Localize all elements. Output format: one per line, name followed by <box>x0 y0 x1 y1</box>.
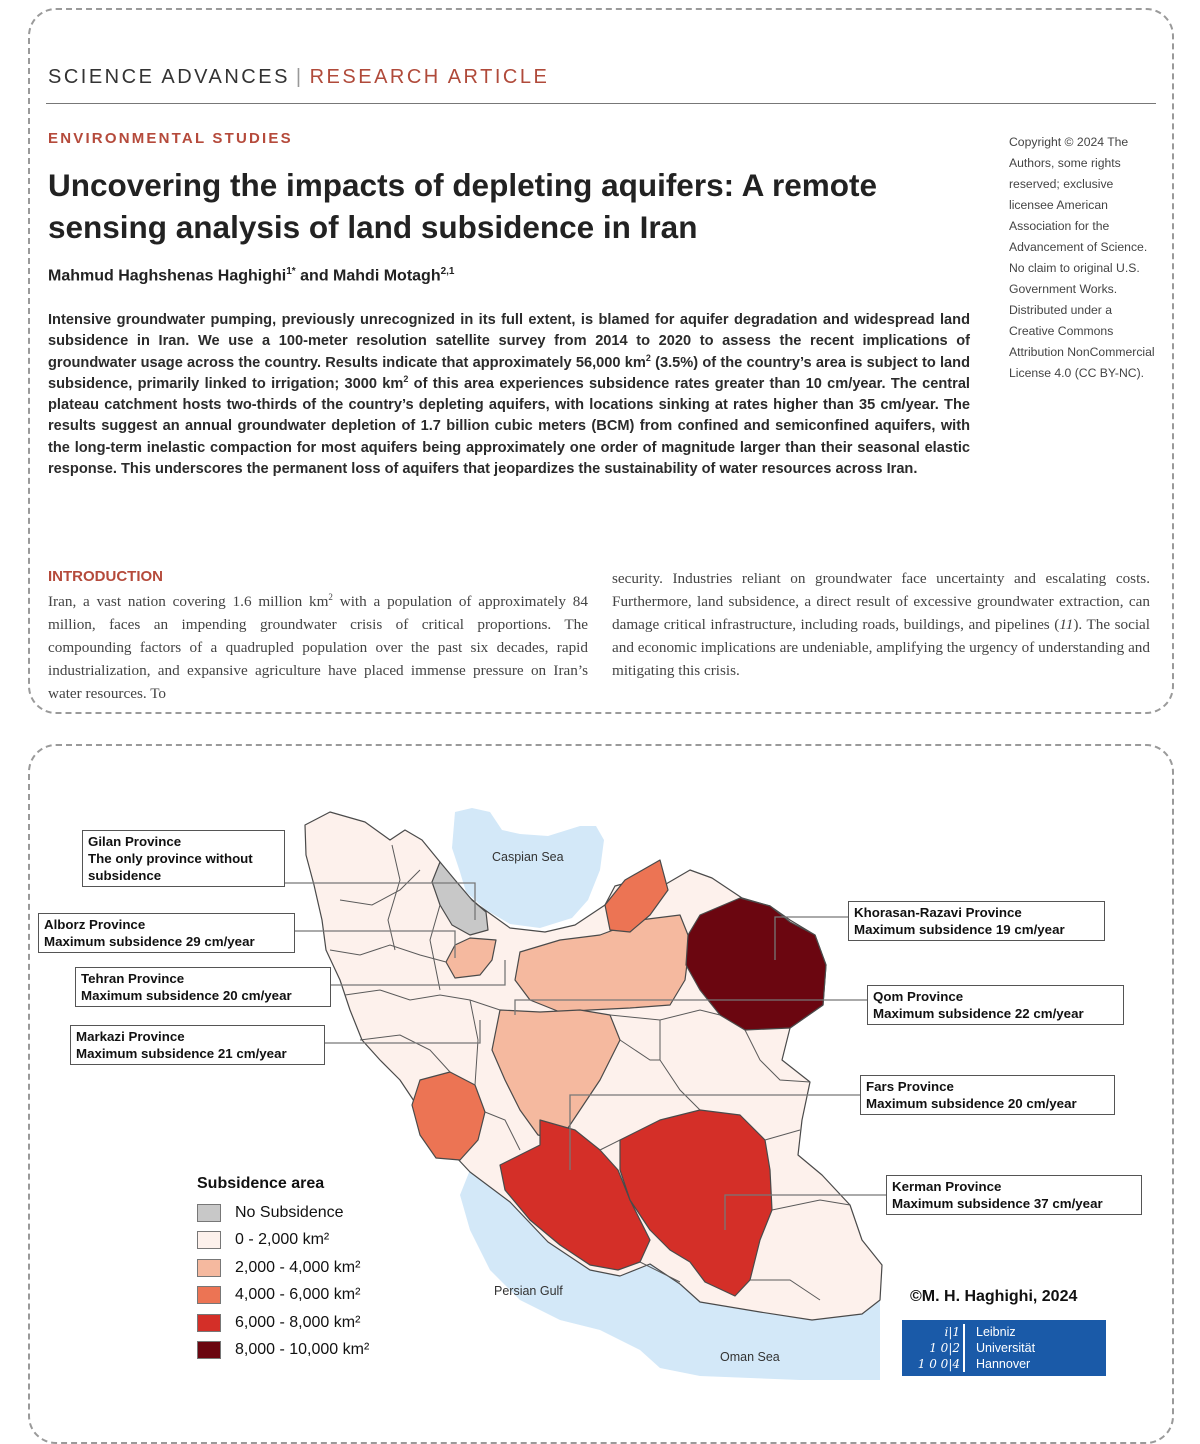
map-legend <box>197 1175 369 1364</box>
article-title: Uncovering the impacts of depleting aquifers: A remote sensing analysis of land subsidence in Iran <box>48 167 878 245</box>
legend-label: 2,000 - 4,000 km² <box>235 1258 361 1276</box>
intro-left-text-2: with a population of approximately 84 million, faces an impending groundwater crisis of critical proportions. The compounding factors of a quadrupled population over the past six decades, rapid industrialization, and expansive agriculture have placed immense pressure on Iran’s water resources. To <box>48 593 588 702</box>
legend-item <box>197 1254 369 1282</box>
logo-text-line-1: Leibniz <box>976 1325 1016 1339</box>
logo-mark <box>908 1324 960 1372</box>
callout-qom-title: Qom Province <box>873 989 964 1004</box>
callout-tehran <box>75 967 331 1007</box>
callout-tehran-text: Maximum subsidence 20 cm/year <box>81 988 292 1003</box>
legend-title: Subsidence area <box>197 1175 325 1192</box>
legend-item <box>197 1337 369 1365</box>
callout-alborz-text: Maximum subsidence 29 cm/year <box>44 934 255 949</box>
callout-qom-text: Maximum subsidence 22 cm/year <box>873 1006 1084 1021</box>
callout-qom <box>867 985 1124 1025</box>
legend-item <box>197 1227 369 1255</box>
callout-markazi-title: Markazi Province <box>76 1029 185 1044</box>
legend-label: 0 - 2,000 km² <box>235 1231 330 1249</box>
intro-right-text-2: ). The social and economic implications are undeniable, amplifying the urgency of understanding and mitigating this crisis. <box>612 616 1150 679</box>
abstract-text-3: of this area experiences subsidence rates greater than 10 cm/year. The central plateau catchment hosts two-thirds of the country’s depleting aquifers, with locations sinking at rates higher than 35 cm/year. The results suggest an annual groundwater depletion of 1.7 billion cubic meters (BCM) from confined and semiconfined aquifers, with the long-term inelastic compaction for most aquifers being approximately one order of magnitude larger than their seasonal elastic response. This underscores the permanent loss of aquifers that jeopardizes the sustainability of water resources across Iran. <box>48 375 970 478</box>
intro-right-text-1: security. Industries reliant on groundwater face uncertainty and escalating costs. Furthermore, land subsidence, a direct result of excessive groundwater extraction, can damage critical infrastructure, including roads, buildings, and pipelines ( <box>612 570 1150 633</box>
callout-alborz <box>38 913 295 953</box>
legend-label: No Subsidence <box>235 1203 344 1221</box>
author-2-affiliation: 2,1 <box>440 266 455 277</box>
caspian-sea-label: Caspian Sea <box>492 850 564 864</box>
legend-swatch <box>197 1231 221 1249</box>
persian-gulf-label: Persian Gulf <box>494 1284 563 1298</box>
leibniz-university-logo <box>902 1320 1106 1376</box>
masthead-separator: | <box>295 66 304 88</box>
legend-swatch <box>197 1341 221 1359</box>
abstract-superscript-2: 2 <box>403 374 409 385</box>
copyright-notice: Copyright © 2024 The Authors, some rights reserved; exclusive licensee American Association for the Advancement of Science. No claim to original U.S. Government Works. Distributed under a Creative Commons Attribution NonCommercial License 4.0 (CC BY-NC). <box>1009 135 1155 380</box>
callout-fars-title: Fars Province <box>866 1079 954 1094</box>
section-label: ENVIRONMENTAL STUDIES <box>48 130 293 147</box>
legend-label: 8,000 - 10,000 km² <box>235 1341 370 1359</box>
logo-wordmark <box>976 1324 1035 1372</box>
logo-mark-line-3: 1 0 0|4 <box>917 1357 960 1371</box>
abstract-superscript-1: 2 <box>645 352 651 363</box>
callout-gilan-title: Gilan Province <box>88 834 182 849</box>
callout-kerman <box>886 1175 1142 1215</box>
logo-text-line-2: Universität <box>976 1341 1036 1355</box>
legend-swatch <box>197 1286 221 1304</box>
logo-mark-line-2: 1 0|2 <box>929 1341 960 1355</box>
author-1-affiliation: 1* <box>286 266 296 277</box>
logo-divider <box>963 1324 965 1372</box>
callout-markazi-text: Maximum subsidence 21 cm/year <box>76 1046 287 1061</box>
author-1: Mahmud Haghshenas Haghighi <box>48 267 287 285</box>
legend-item <box>197 1309 369 1337</box>
intro-left-superscript: 2 <box>328 591 333 602</box>
map-credit: ©M. H. Haghighi, 2024 <box>910 1288 1078 1305</box>
callout-gilan-text: The only province without <box>88 851 253 866</box>
abstract-text-1: Intensive groundwater pumping, previously unrecognized in its full extent, is blamed for aquifer degradation and widespread land subsidence in Iran. We use a 100-meter resolution satellite survey from 2014 to 2020 to assess the recent implications of groundwater usage across the country. Results indicate that approximately 56,000 km <box>48 312 970 371</box>
callout-gilan <box>82 830 285 887</box>
legend-label: 4,000 - 6,000 km² <box>235 1286 361 1304</box>
legend-swatch <box>197 1204 221 1222</box>
callout-tehran-title: Tehran Province <box>81 971 185 986</box>
legend-label: 6,000 - 8,000 km² <box>235 1313 361 1331</box>
callout-khorasan-title: Khorasan-Razavi Province <box>854 905 1022 920</box>
callout-khorasan-text: Maximum subsidence 19 cm/year <box>854 922 1065 937</box>
oman-sea-label: Oman Sea <box>720 1350 780 1364</box>
callout-markazi <box>70 1025 325 1065</box>
legend-item <box>197 1199 369 1227</box>
legend-swatch <box>197 1259 221 1277</box>
callout-alborz-title: Alborz Province <box>44 917 146 932</box>
logo-mark-line-1: i|1 <box>944 1325 960 1339</box>
callout-fars <box>860 1075 1115 1115</box>
legend-swatch <box>197 1314 221 1332</box>
intro-left-text-1: Iran, a vast nation covering 1.6 million km <box>48 593 329 610</box>
author-conjunction: and <box>295 267 334 285</box>
callout-kerman-text: Maximum subsidence 37 cm/year <box>892 1196 1103 1211</box>
citation-reference: 11 <box>1059 616 1074 633</box>
legend-item <box>197 1282 369 1310</box>
article-type: RESEARCH ARTICLE <box>309 66 550 88</box>
introduction-heading: INTRODUCTION <box>48 568 163 585</box>
callout-fars-text: Maximum subsidence 20 cm/year <box>866 1096 1077 1111</box>
abstract-text-2: (3.5%) of the country’s area is subject to land subsidence, primarily linked to irrigation; 3000 km <box>48 354 970 392</box>
callout-gilan-text-2: subsidence <box>88 868 162 883</box>
legend-items <box>197 1199 369 1364</box>
logo-text-line-3: Hannover <box>976 1357 1031 1371</box>
journal-name: SCIENCE ADVANCES <box>48 66 290 88</box>
callout-kerman-title: Kerman Province <box>892 1179 1002 1194</box>
callout-khorasan-razavi <box>848 901 1105 941</box>
author-2: Mahdi Motagh <box>333 267 441 285</box>
